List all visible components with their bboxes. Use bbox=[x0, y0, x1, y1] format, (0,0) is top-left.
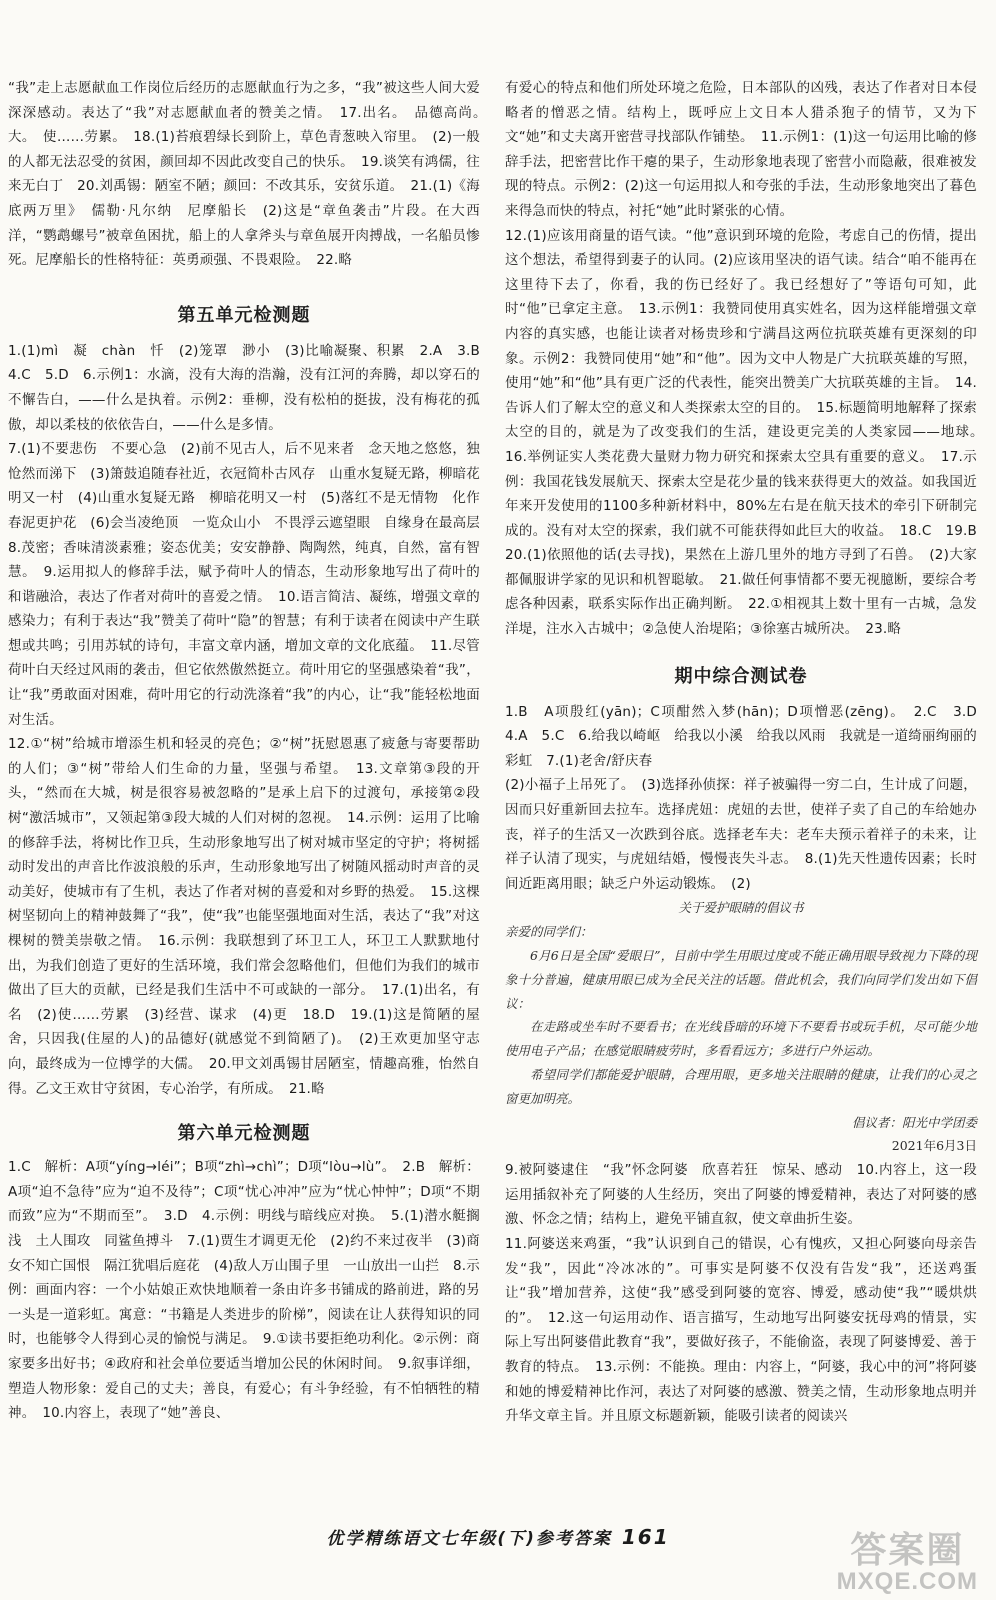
unit6-heading: 第六单元检测题 bbox=[177, 1123, 311, 1145]
left-intro-answers: “我”走上志愿献血工作岗位后经历的志愿献血行为之多，“我”被这些人间大爱深深感动。表达了“我”对志愿献血者的赞美之情。 17.出名。 品德高尚。 大。 使……劳累。 18.(1)苔痕碧绿长到阶上，草色青葱映入帘里。 (2)一般的人都无法忍受的贫困，颜回却不因此改变自己的快乐。 19.谈笑有鸿儒，往来无白丁 20.刘禹锡：陋室不陋；颜回：不改其乐，安贫乐道。 21.(1)《海底两万里》 儒勒·凡尔纳 尼摩船长 (2)这是“章鱼袭击”片段。在大西洋，“鹦鹉螺号”被章鱼困扰，船上的人拿斧头与章鱼展开肉搏战，一名船员惨死。尼摩船长的性格特征：英勇顽强、不畏艰险。 22.略 bbox=[8, 80, 494, 269]
unit5-heading: 第五单元检测题 bbox=[177, 304, 311, 326]
letter-greeting: 亲爱的同学们： bbox=[505, 924, 593, 940]
letter-paragraph-2: 在走路或坐车时不要看书；在光线昏暗的环境下不要看书或玩手机，尽可能少地使用电子产品；在感觉眼睛疲劳时，多看看远方；多进行户外运动。 bbox=[505, 1019, 977, 1059]
watermark-cn: 答案圈 bbox=[850, 1529, 965, 1571]
unit6-answers: 1.C 解析：A项“yíng→léi”；B项“zhì→chì”；D项“lòu→lù”。 2.B 解析：A项“迫不急待”应为“迫不及待”；C项“忧心冲冲”应为“忧心忡忡”；D项“不期而致”应为“不期而至”。 3.D 4.示例：明线与暗线应对换。 5.(1)潜水艇搁浅 土人围攻 同鲨鱼搏斗 7.(1)贾生才调更无伦 (2)约不来过夜半 (3)商女不知亡国恨 隔江犹唱后庭花 (4)敌人万山围子里 一山放出一山拦 8.示例：画面内容：一个小姑娘正欢快地顺着一条由许多书铺成的路前进，路的另一头是一道彩虹。寓意：“书籍是人类进步的阶梯”，阅读在让人获得知识的同时，也能够令人得到心灵的愉悦与满足。 9.①读书要拒绝功利化。②示例：商家要多出好书；④政府和社会单位要适当增加公民的休闲时间。 9.叙事详细，塑造人物形象：爱自己的丈夫；善良，有爱心；有斗争经验，有不怕牺牲的精神。 10.内容上，表现了“她”善良、 bbox=[8, 1159, 480, 1422]
proposal-letter bbox=[505, 896, 977, 1158]
right-intro-answers: 有爱心的特点和他们所处环境之危险，日本部队的凶残，表达了作者对日本侵略者的憎恶之情。结构上，既呼应上文日本人猎杀狍子的情节，又为下文“她”和丈夫离开密营寻找部队作铺垫。 11.示例1：(1)这一句运用比喻的修辞手法，把密营比作干瘪的果子，生动形象地表现了密营小而隐蔽，很难被发现的特点。示例2：(2)这一句运用拟人和夸张的手法，生动形象地突出了暮色来得急而快的特点，衬托“她”此时紧张的心情。 12.(1)应该用商量的语气读。“他”意识到环境的危险，考虑自己的伤情，提出这个想法，希望得到妻子的认同。(2)应该用坚决的语气读。结合“咱不能再在这里待下去了，你看，我的伤已经好了。我已经想好了”等语句可知，此时“他”已拿定主意。 13.示例1：我赞同使用真实姓名，因为这样能增强文章内容的真实感，也能让读者对杨贵珍和宁满昌这两位抗联英雄有更深刻的印象。示例2：我赞同使用“她”和“他”。因为文中人物是广大抗联英雄的写照，使用“她”和“他”具有更广泛的代表性，能突出赞美广大抗联英雄的主旨。 14.告诉人们了解太空的意义和人类探索太空的目的。 15.标题简明地解释了探索太空的目的，就是为了改变我们的生活，建设更完美的人类家园——地球。 16.举例证实人类花费大量财力物力研究和探索太空具有重要的意义。 17.示例：我国花钱发展航天、探索太空是花少量的钱来获得更大的效益。如我国近年来开发使用的1100多种新材料中，80%左右是在航天技术的牵引下研制完成的。没有对太空的探索，我们就不可能获得如此巨大的收益。 18.C 19.B 20.(1)依照他的话(去寻找)，果然在上游几里外的地方寻到了石兽。 (2)大家都佩服讲学家的见识和机智聪敏。 21.做任何事情都不要无视臆断，要综合考虑各种因素，联系实际作出正确判断。 22.①相视其上数十里有一古城，急发洋堤，注水入古城中；②急使人治堤陷；③徐塞古城所决。 23.略 bbox=[505, 80, 977, 638]
letter-paragraph-1: 6月6日是全国“爱眼日”，目前中学生用眼过度或不能正确用眼导致视力下降的现象十分普遍，健康用眼已成为全民关注的话题。借此机会，我们向同学们发出如下倡议： bbox=[505, 948, 977, 1011]
watermark-logo bbox=[837, 1531, 978, 1594]
midterm-answers-continued: 9.被阿婆逮住 “我”怀念阿婆 欣喜若狂 惊呆、感动 10.内容上，这一段运用插叙补充了阿婆的人生经历，突出了阿婆的博爱精神，表达了对阿婆的感激、怀念之情；结构上，避免平铺直叙，使文章曲折生姿。 11.阿婆送来鸡蛋，“我”认识到自己的错误，心有愧疚，又担心阿婆向母亲告发“我”，因此“冷冰冰的”。可事实是阿婆不仅没有告发“我”，还送鸡蛋让“我”增加营养，这使“我”感受到阿婆的宽容、博爱，感动使“我”“暖烘烘的”。 12.这一句运用动作、语言描写，生动地写出阿婆安抚母鸡的情景，实际上写出阿婆借此教育“我”，要做好孩子，不能偷盗，表现了阿婆博爱、善于教育的特点。 13.示例：不能换。理由：内容上，“阿婆，我心中的河”将阿婆和她的博爱精神比作河，表达了对阿婆的感激、赞美之情，生动形象地点明并升华文章主旨。并且原文标题新颖，能吸引读者的阅读兴 bbox=[505, 1162, 978, 1425]
midterm-answers: 1.B A项殷红(yān)；C项酣然入梦(hān)；D项憎恶(zēng)。 2.C 3.D 4.A 5.C 6.给我以崎岖 给我以小溪 给我以风雨 我就是一道绮丽绚丽的彩虹 7.(1)老舍/舒庆春 (2)小福子上吊死了。 (3)选择孙侦探：祥子被骗得一穷二白，生计成了问题，因而只好重新回去拉车。选择虎妞：虎妞的去世，使祥子卖了自己的车给她办丧，祥子的生活又一次跌到谷底。选择老车夫：老车夫预示着祥子的未来，让祥子认清了现实，与虎妞结婚，慢慢丧失斗志。 8.(1)先天性遗传因素；长时间近距离用眼；缺乏户外运动锻炼。 (2) bbox=[505, 703, 977, 892]
right-column bbox=[505, 76, 977, 1429]
unit5-answers: 1.(1)mì 凝 chàn 忏 (2)笼罩 渺小 (3)比喻凝聚、积累 2.A 3.B 4.C 5.D 6.示例1：水滴，没有大海的浩瀚，没有江河的奔腾，却以穿石的不懈告白，——什么是执着。示例2：垂柳，没有松柏的挺拔，没有梅花的孤傲，却以柔枝的依依告白，——什么是多情。 7.(1)不要悲伤 不要心急 (2)前不见古人，后不见来者 念天地之悠悠，独怆然而涕下 (3)箫鼓追随春社近，衣冠简朴古风存 山重水复疑无路，柳暗花明又一村 (4)山重水复疑无路 柳暗花明又一村 (5)落红不是无情物 化作春泥更护花 (6)会当凌绝顶 一览众山小 不畏浮云遮望眼 自缘身在最高层 8.茂密；香味清淡素雅；姿态优美；安安静静、陶陶然，纯真，自然，富有智慧。 9.运用拟人的修辞手法，赋予荷叶人的情态，生动形象地写出了荷叶的和谐融洽，表达了作者对荷叶的喜爱之情。 10.语言简洁、凝练，增强文章的感染力；有利于表达“我”赞美了荷叶“隐”的智慧；有利于读者在阅读中产生联想或共鸣；引用苏轼的诗句，丰富文章内涵，增加文章的文化底蕴。 11.尽管荷叶白天经过风雨的袭击，但它依然傲然挺立。荷叶用它的坚强感染着“我”，让“我”勇敢面对困难，荷叶用它的行动洗涤着“我”的内心，让“我”能轻松地面对生活。 12.①“树”给城市增添生机和轻灵的亮色；②“树”抚慰恩惠了疲惫与寄要帮助的人们；③“树”带给人们生命的力量，坚强与希望。 13.文章第③段的开头，“然而在大城，树是很容易被忽略的”是承上启下的过渡句，承接第②段树“激活城市”，又领起第③段大城的人们对树的忽视。 14.示例：运用了比喻的修辞手法，将树比作卫兵，生动形象地写出了树对城市坚定的守护；将树摇动时发出的声音比作波浪般的乐声，生动形象地写出了树随风摇动时声音的灵动美好，使城市有了生机，表达了作者对树的喜爱和对乡野的热爱。 15.这棵树坚韧向上的精神鼓舞了“我”，使“我”也能坚强地面对生活，表达了“我”对这棵树的赞美崇敬之情。 16.示例：我联想到了环卫工人，环卫工人默默地付出，为我们创造了更好的生活环境，我们常会忽略他们，但他们为我们的城市做出了巨大的贡献，已经是我们生活中不可或缺的一部分。 17.(1)出名，有名 (2)使……劳累 (3)经营、谋求 (4)更 18.D 19.(1)这是简陋的屋舍，只因我(住屋的人)的品德好(就感觉不到简陋了)。 (2)王欢更加坚守志向，最终成为一位博学的大儒。 20.甲文刘禹锡甘居陋室，情趣高雅，怡然自得。乙文王欢甘守贫困，专心治学，有所成。 21.略 bbox=[8, 342, 480, 1097]
letter-title: 关于爱护眼睛的倡议书 bbox=[678, 900, 804, 916]
letter-signer: 倡议者：阳光中学团委 bbox=[851, 1114, 977, 1130]
midterm-heading: 期中综合测试卷 bbox=[674, 665, 808, 687]
letter-date: 2021年6月3日 bbox=[891, 1138, 977, 1154]
letter-paragraph-3: 希望同学们都能爱护眼睛，合理用眼，更多地关注眼睛的健康，让我们的心灵之窗更加明亮。 bbox=[505, 1066, 977, 1106]
watermark-en: MXQE.COM bbox=[836, 1567, 978, 1595]
footer-title: 优学精练语文七年级(下)参考答案 bbox=[326, 1529, 612, 1549]
page-number: 161 bbox=[621, 1525, 670, 1549]
left-column bbox=[8, 76, 494, 1426]
